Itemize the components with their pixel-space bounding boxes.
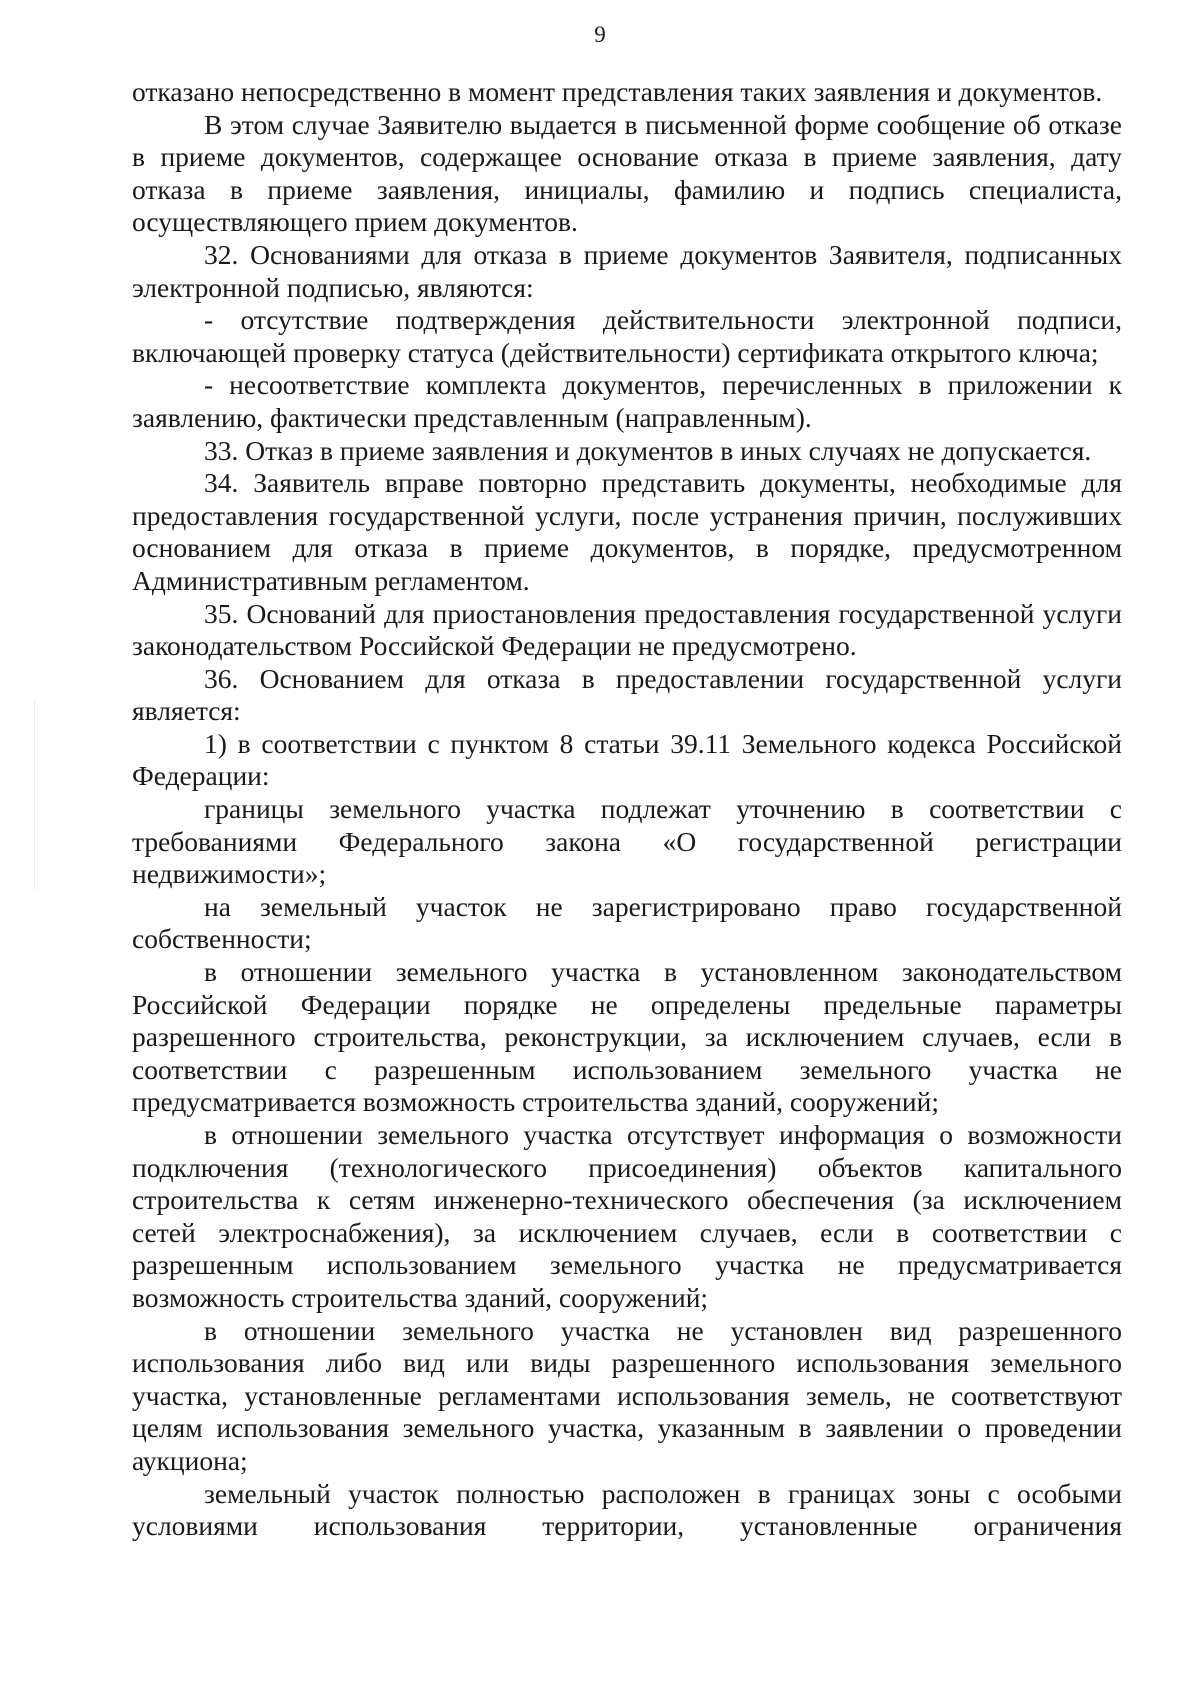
list-item-documents-mismatch: - несоответствие комплекта документов, перечисленных в приложении к заявлению, фактически представленным (направленным). (132, 369, 1122, 433)
paragraph-36-item-1: 1) в соответствии с пунктом 8 статьи 39.11 Земельного кодекса Российской Федерации: (132, 727, 1122, 792)
paragraph-refusal-notice: В этом случае Заявителю выдается в письменной форме сообщение об отказе в приеме документов, содержащее основание отказа в приеме заявления, дату отказа в приеме заявления, инициалы, фамилию и подпись специалиста, осуществляющего прием документов. (132, 108, 1122, 238)
paragraph-34: 34. Заявитель вправе повторно представить документы, необходимые для предоставления государственной услуги, после устранения причин, послуживших основанием для отказа в приеме документов, в порядке, предусмотренном Административным регламентом. (132, 467, 1122, 596)
paragraph-33: 33. Отказ в приеме заявления и документов в иных случаях не допускается. (204, 434, 1092, 466)
paragraph-continuation: отказано непосредственно в момент представления таких заявления и документов. (132, 76, 1103, 107)
list-item-construction-parameters: в отношении земельного участка в установленном законодательством Российской Федерации порядке не определены предельные параметры разрешенного строительства, реконструкции, за исключением случаев, если в соответствии с разрешенным использованием земельного участка не предусматривается возможность строительства зданий, сооружений; (132, 956, 1122, 1118)
list-item-permitted-use: в отношении земельного участка не установлен вид разрешенного использования либо вид или виды разрешенного использования земельного участка, установленные регламентами использования земель, не соответствуют целям использования земельного участка, указанным в заявлении о проведении аукциона; (132, 1314, 1122, 1476)
paragraph-35: 35. Оснований для приостановления предоставления государственной услуги законодательством Российской Федерации не предусмотрено. (132, 597, 1122, 662)
document-body (132, 76, 1122, 1543)
paragraph-36: 36. Основанием для отказа в предоставлении государственной услуги является: (132, 662, 1122, 727)
list-item-boundaries: границы земельного участка подлежат уточнению в соответствии с требованиями Федерального закона «О государственной регистрации недвижимости»; (132, 793, 1122, 890)
paragraph-32: 32. Основаниями для отказа в приеме документов Заявителя, подписанных электронной подписью, являются: (132, 238, 1122, 303)
page-number: 9 (594, 22, 606, 47)
scan-artifact (34, 700, 35, 890)
list-item-utility-connection: в отношении земельного участка отсутствует информация о возможности подключения (технологического присоединения) объектов капитального строительства к сетям инженерно-технического обеспечения (за исключением сетей электроснабжения), за исключением случаев, если в соответствии с разрешенным использованием земельного участка не предусматривается возможность строительства зданий, сооружений; (132, 1119, 1122, 1313)
list-item-ownership: на земельный участок не зарегистрировано право государственной собственности; (132, 890, 1122, 955)
list-item-special-zone: земельный участок полностью расположен в границах зоны с особыми условиями использования территории, установленные ограничения (132, 1477, 1122, 1542)
list-item-signature-check: - отсутствие подтверждения действительности электронной подписи, включающей проверку статуса (действительности) сертификата открытого ключа; (132, 304, 1122, 368)
